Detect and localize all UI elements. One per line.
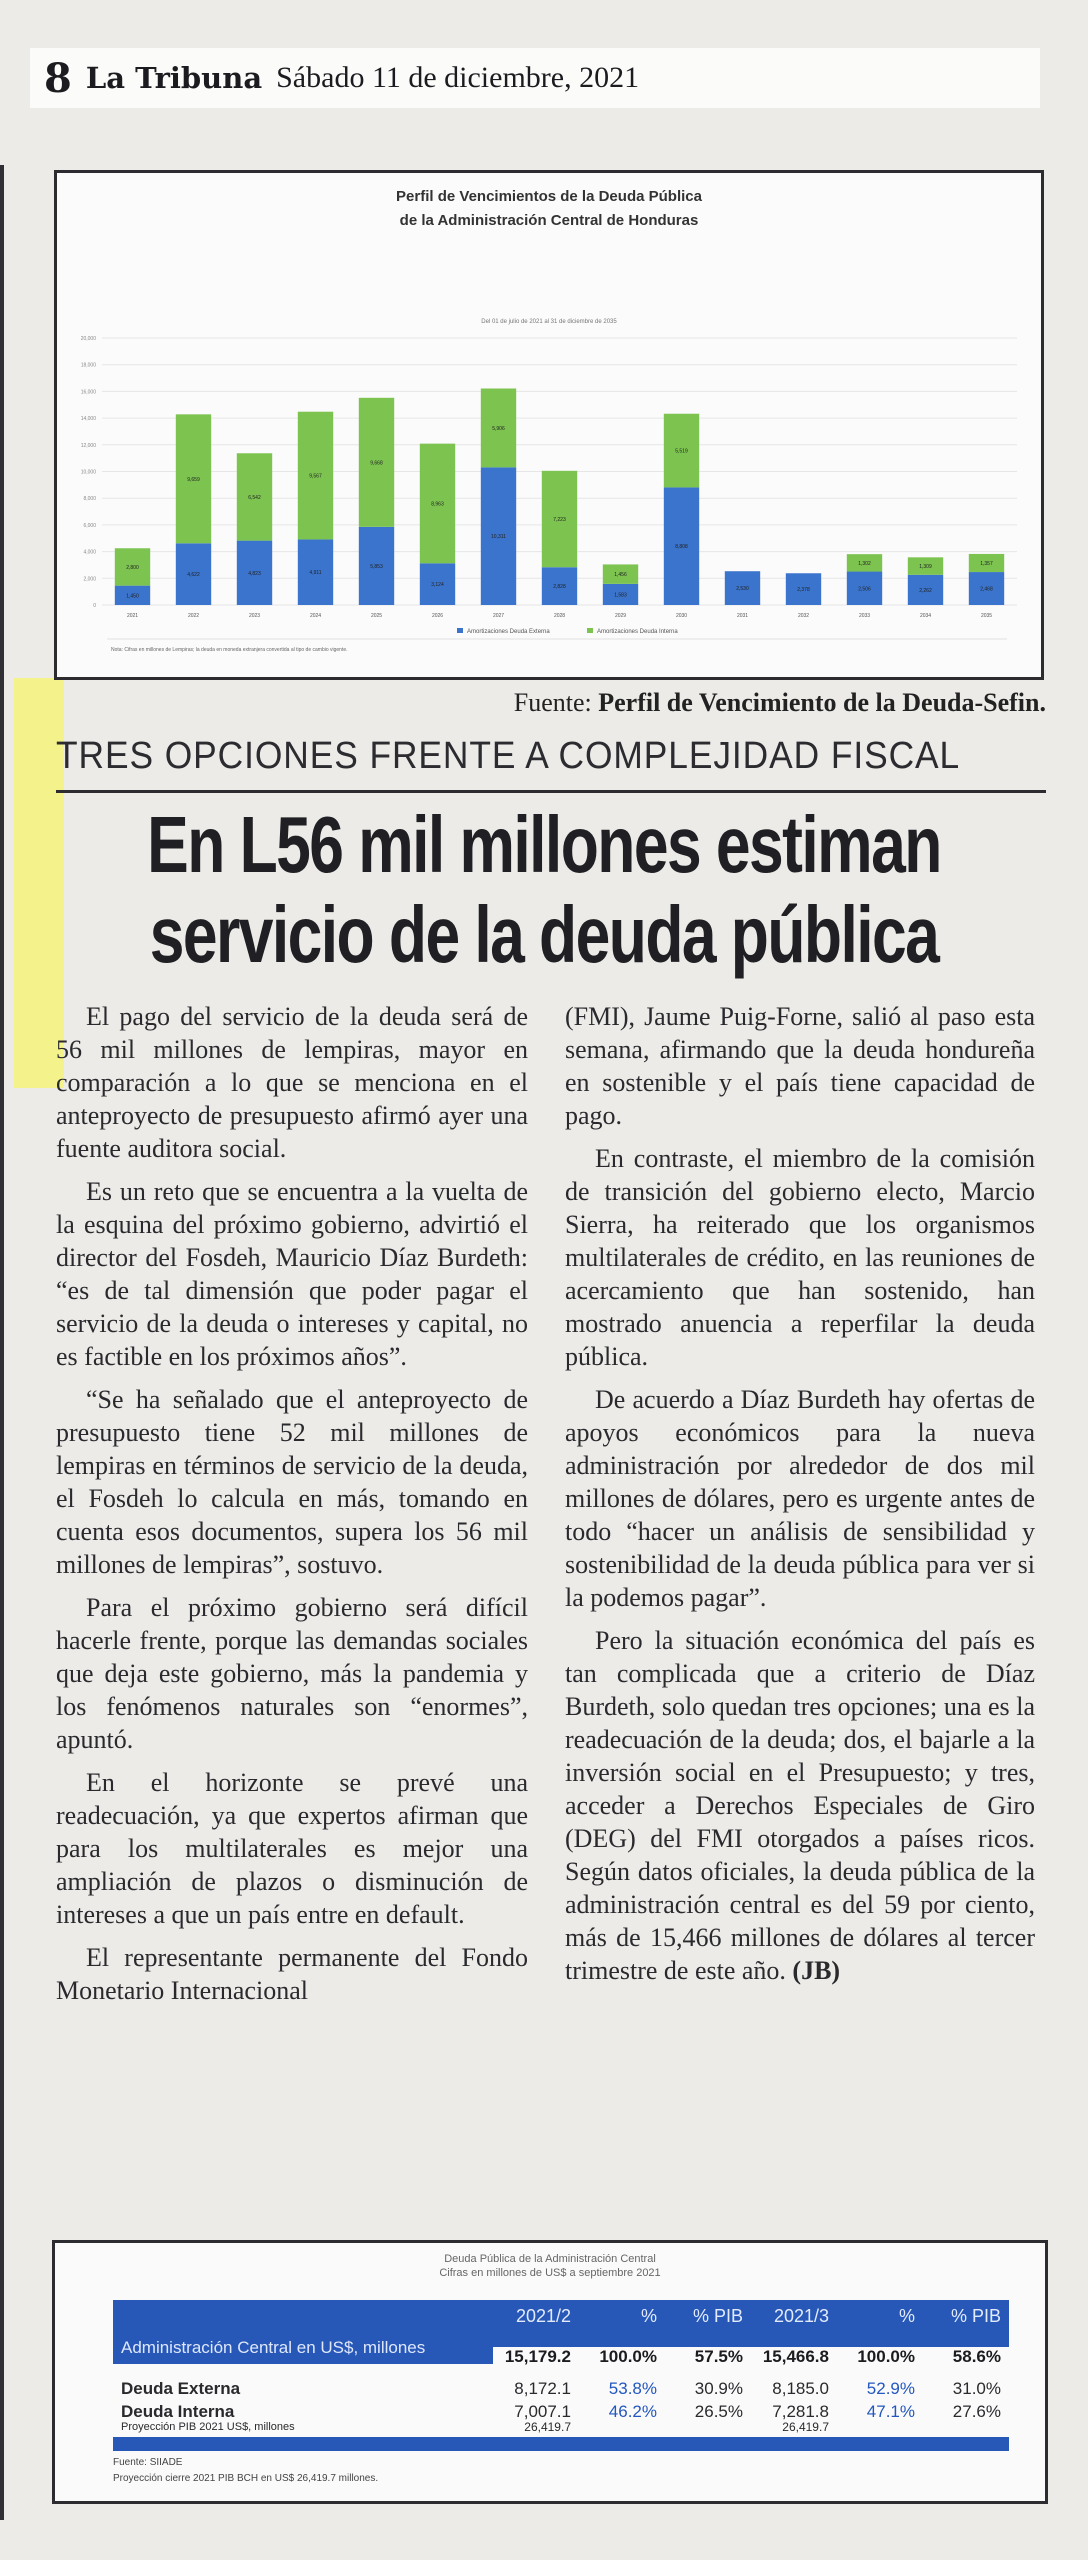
x-tick-label: 2023 (248, 613, 261, 619)
y-tick-label: 16,000 (80, 389, 96, 396)
paragraph: De acuerdo a Díaz Burdeth hay ofertas de apoyos económicos para la nueva administración por alrededor de dos mil millones de dólares, pero es urgente antes de todo “hacer un análisis de sensibilidad y sostenibilidad de la deuda pública para ver si la podemos pagar”. (565, 1385, 1035, 1612)
page-header (30, 48, 1040, 108)
chart-period: Del 01 de julio de 2021 al 31 de diciembre de 2035 (481, 319, 617, 325)
cell: 31.0% (952, 2379, 1001, 2398)
cell: 26,419.7 (782, 2420, 829, 2434)
cell: 7,007.1 (514, 2402, 571, 2421)
x-tick-label: 2035 (980, 613, 993, 619)
header-cell: % (898, 2305, 915, 2326)
data-label: 9,659 (187, 476, 200, 483)
x-tick-label: 2027 (492, 613, 505, 619)
data-label: 4,622 (187, 572, 200, 579)
y-tick-label: 18,000 (80, 362, 96, 369)
data-label: 1,583 (614, 592, 627, 599)
x-tick-label: 2031 (736, 613, 749, 619)
table-source: Fuente: SIIADE (113, 2457, 183, 2468)
data-label: 2,800 (126, 564, 139, 571)
y-tick-label: 8,000 (83, 496, 96, 503)
x-tick-label: 2024 (309, 613, 322, 619)
paragraph: En contraste, el miembro de la comisión de transición del gobierno electo, Marcio Sierra, ha reiterado que los organismos multilaterales de crédito, en las reuniones de acercamiento que han sostenido, han mostrado anuencia a reperfilar la deuda pública. (565, 1144, 1035, 1371)
source-label: Fuente: (513, 688, 592, 717)
x-tick-label: 2034 (919, 613, 932, 619)
header-cell: % (640, 2305, 657, 2326)
cell: 27.6% (952, 2402, 1001, 2421)
data-label: 8,808 (675, 544, 688, 551)
table-footer-bar (113, 2437, 1009, 2451)
data-label: 4,911 (309, 570, 322, 577)
data-label: 1,309 (919, 564, 932, 571)
x-tick-label: 2029 (614, 613, 627, 619)
kicker-rule (56, 790, 1046, 793)
cell: 47.1% (866, 2402, 915, 2421)
row-label: Administración Central en US$, millones (121, 2338, 426, 2357)
data-label: 1,302 (858, 560, 871, 567)
data-label: 1,450 (126, 593, 139, 600)
row-label: Proyección PIB 2021 US$, millones (121, 2421, 295, 2433)
data-label: 4,823 (248, 570, 261, 577)
cell: 30.9% (694, 2379, 743, 2398)
table-row (113, 2377, 1009, 2401)
y-tick-label: 2,000 (83, 576, 96, 583)
chart-source (330, 688, 1046, 718)
table-row-total (113, 2332, 1009, 2364)
data-label: 2,468 (980, 586, 993, 593)
data-label: 1,456 (614, 572, 627, 579)
x-tick-label: 2032 (797, 613, 810, 619)
source-text: Perfil de Vencimiento de la Deuda-Sefin. (598, 688, 1046, 717)
data-label: 1,357 (980, 560, 993, 567)
paragraph: “Se ha señalado que el anteproyecto de presupuesto tiene 52 mil millones de lempiras en términos de servicio de la deuda, el Fosdeh lo calcula en más, tomando en cuenta esos documentos, supera los 56 mil millones de lempiras”, sostuvo. (56, 1385, 528, 1579)
y-tick-label: 6,000 (83, 522, 96, 529)
legend-label: Amortizaciones Deuda Externa (467, 629, 550, 635)
data-label: 9,567 (309, 473, 322, 480)
header-cell: 2021/2 (515, 2305, 571, 2326)
x-tick-label: 2025 (370, 613, 383, 619)
table-row (113, 2419, 1009, 2435)
headline-line-1: En L56 mil millones estiman (147, 800, 941, 889)
table-title: Deuda Pública de la Administración Central (444, 2253, 656, 2265)
author-initials: (JB) (792, 1956, 841, 1985)
cell: 26,419.7 (524, 2420, 571, 2434)
data-label: 10,311 (491, 534, 506, 541)
header-cell: % PIB (692, 2305, 743, 2326)
data-label: 2,530 (736, 586, 749, 593)
y-tick-label: 12,000 (80, 442, 96, 449)
cell: 58.6% (923, 2347, 1009, 2367)
cell: 57.5% (665, 2347, 751, 2367)
x-tick-label: 2021 (126, 613, 139, 619)
data-label: 5,519 (675, 448, 688, 455)
x-tick-label: 2033 (858, 613, 871, 619)
data-label: 6,542 (248, 494, 261, 501)
chart-subtitle: de la Administración Central de Honduras (399, 212, 699, 229)
issue-date: Sábado 11 de diciembre, 2021 (276, 61, 640, 94)
legend-swatch (587, 628, 593, 633)
data-label: 2,828 (553, 584, 566, 591)
table-note: Proyección cierre 2021 PIB BCH en US$ 26,419.7 millones. (113, 2473, 379, 2484)
cell: 53.8% (608, 2379, 657, 2398)
legend-label: Amortizaciones Deuda Interna (597, 629, 678, 635)
chart-title: Perfil de Vencimientos de la Deuda Pública (396, 188, 702, 205)
data-label: 7,223 (553, 517, 566, 524)
cell: 15,466.8 (751, 2347, 837, 2367)
paragraph: Para el próximo gobierno será difícil hacerle frente, porque las demandas sociales que deja este gobierno, más la pandemia y los fenómenos naturales son “enormes”, apuntó. (56, 1593, 528, 1754)
cell: 46.2% (608, 2402, 657, 2421)
paragraph: En el horizonte se prevé una readecuación, ya que expertos afirman que para los multilaterales es mejor una ampliación de plazos o disminución de intereses a que un país entre en default. (56, 1768, 528, 1929)
header-cell: % PIB (950, 2305, 1001, 2326)
cell: 8,172.1 (514, 2379, 571, 2398)
article-headline (0, 800, 1088, 980)
debt-table (52, 2240, 1048, 2504)
paragraph-text: Pero la situación económica del país es tan complicada que a criterio de Díaz Burdeth, solo quedan tres opciones; una es la readecuación de la deuda; dos, el bajarle a la inversión social en el Presupuesto; y tres, acceder a Derechos Especiales de Giro (DEG) del FMI otorgados a países ricos. Según datos oficiales, la deuda pública de la administración central es del 59 por ciento, más de 15,466 millones de dólares al tercer trimestre de este año. (565, 1626, 1035, 1985)
y-tick-label: 20,000 (80, 336, 96, 342)
cell: 7,281.8 (772, 2402, 829, 2421)
data-label: 3,124 (431, 582, 444, 589)
y-tick-label: 10,000 (80, 469, 96, 476)
y-tick-label: 0 (93, 603, 96, 609)
legend-swatch (457, 628, 463, 633)
cell: 15,179.2 (493, 2347, 579, 2367)
cell: 26.5% (694, 2402, 743, 2421)
page-number: 8 (44, 54, 72, 102)
article-column-2 (565, 1000, 1035, 1997)
paragraph: Es un reto que se encuentra a la vuelta de la esquina del próximo gobierno, advirtió el director del Fosdeh, Mauricio Díaz Burdeth: “es de tal dimensión que poder pagar el servicio de la deuda o intereses y capital, no es factible en los próximos años”. (56, 1177, 528, 1371)
x-tick-label: 2028 (553, 613, 566, 619)
y-tick-label: 14,000 (80, 416, 96, 423)
chart-svg (57, 173, 1041, 677)
data-label: 9,668 (370, 460, 383, 467)
data-label: 5,853 (370, 563, 383, 570)
debt-maturity-chart (54, 170, 1044, 680)
cell: 52.9% (866, 2379, 915, 2398)
x-tick-label: 2030 (675, 613, 688, 619)
data-label: 8,963 (431, 501, 444, 508)
table-subtitle: Cifras en millones de US$ a septiembre 2021 (439, 2267, 661, 2279)
cell: 100.0% (579, 2347, 665, 2367)
paragraph: El pago del servicio de la deuda será de 56 mil millones de lempiras, mayor en comparación a lo que se menciona en el anteproyecto de presupuesto afirmó ayer una fuente auditora social. (56, 1002, 528, 1163)
article-column-1 (56, 1000, 528, 2017)
header-cell: 2021/3 (773, 2305, 829, 2326)
left-margin-rule (0, 165, 4, 2520)
y-tick-label: 4,000 (83, 549, 96, 556)
chart-footnote: Nota: Cifras en millones de Lempiras; la deuda en moneda extranjera convertida al tipo de cambio vigente. (111, 647, 348, 653)
paragraph-continued: (FMI), Jaume Puig-Forne, salió al paso esta semana, afirmando que la deuda hondureña en sostenible y el país tiene capacidad de pago. (565, 1002, 1035, 1130)
x-tick-label: 2026 (431, 613, 444, 619)
row-label: Deuda Externa (121, 2379, 241, 2398)
newspaper-name: La Tribuna (85, 61, 263, 95)
data-label: 2,378 (797, 587, 810, 594)
paragraph: El representante permanente del Fondo Monetario Internacional (56, 1943, 528, 2005)
data-label: 2,262 (919, 587, 932, 594)
row-label: Deuda Interna (121, 2402, 235, 2421)
paragraph (565, 1624, 1035, 1987)
x-tick-label: 2022 (187, 613, 200, 619)
cell: 8,185.0 (772, 2379, 829, 2398)
cell: 100.0% (837, 2347, 923, 2367)
data-label: 5,906 (492, 425, 505, 432)
table-header-row (113, 2300, 1009, 2332)
data-label: 2,506 (858, 586, 871, 593)
headline-line-2: servicio de la deuda pública (149, 890, 939, 979)
article-kicker: TRES OPCIONES FRENTE A COMPLEJIDAD FISCAL (56, 735, 961, 777)
